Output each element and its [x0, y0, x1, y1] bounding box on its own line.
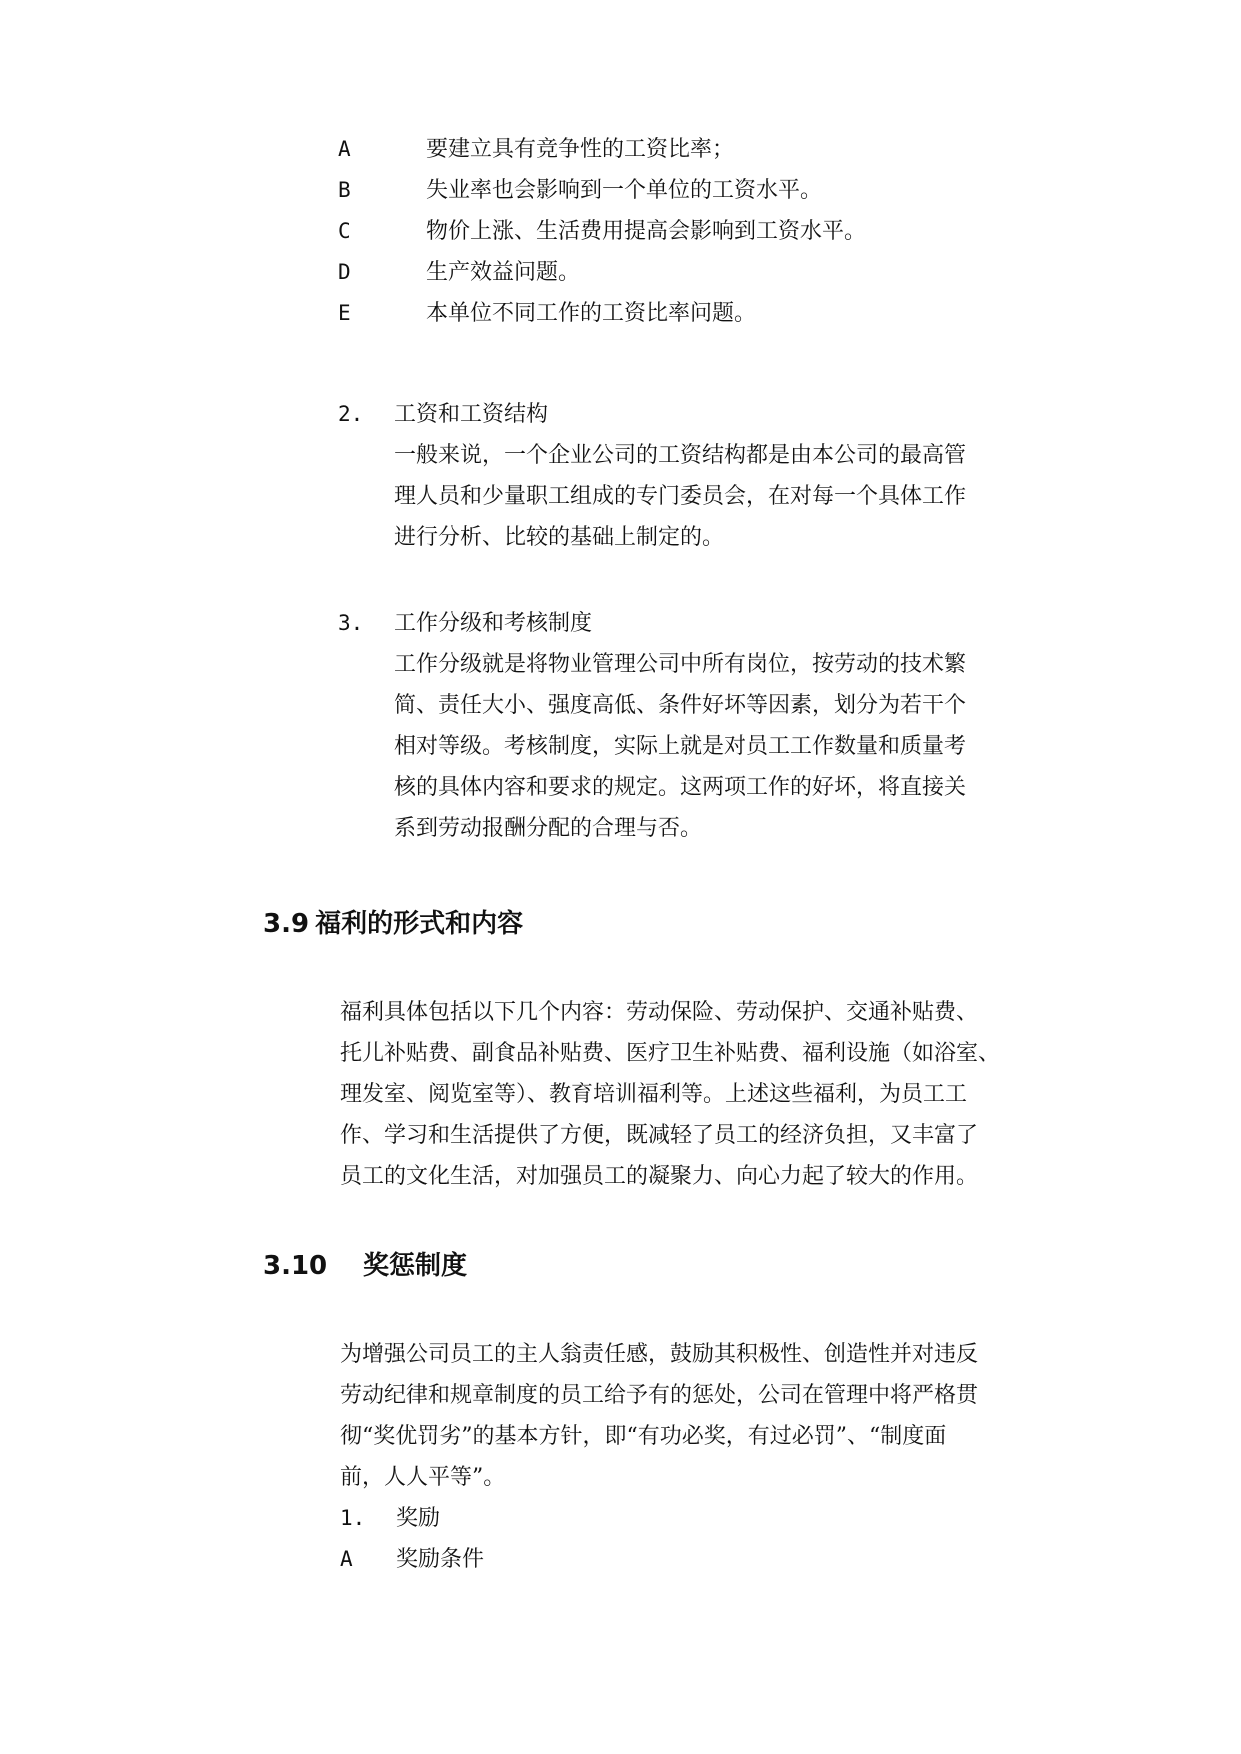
list-item-c — [338, 211, 866, 252]
paragraph-line: 彻“奖优罚劣”的基本方针，即“有功必奖，有过必罚”、“制度面 — [340, 1424, 947, 1449]
list-letter: A — [338, 137, 351, 161]
list-text: 本单位不同工作的工资比率问题。 — [426, 301, 757, 326]
item-3-body — [394, 644, 966, 849]
item-2-heading — [338, 394, 548, 435]
paragraph-line: 简、责任大小、强度高低、条件好坏等因素，划分为若干个 — [394, 693, 967, 718]
paragraph-line: 一般来说，一个企业公司的工资结构都是由本公司的最高管 — [394, 443, 967, 468]
paragraph-line: 作、学习和生活提供了方便，既减轻了员工的经济负担，又丰富了 — [340, 1123, 979, 1148]
item-number: 3. — [338, 611, 364, 635]
list-text: 要建立具有竞争性的工资比率； — [426, 137, 735, 162]
section-heading-3-9 — [263, 907, 523, 941]
section-number: 3.9 — [263, 909, 310, 939]
paragraph-line: 劳动纪律和规章制度的员工给予有的惩处，公司在管理中将严格贯 — [340, 1383, 979, 1408]
item-letter: A — [340, 1547, 353, 1571]
paragraph-line: 理人员和少量职工组成的专门委员会，在对每一个具体工作 — [394, 484, 967, 509]
item-2-body — [394, 435, 966, 558]
paragraph-line: 理发室、阅览室等）、教育培训福利等。上述这些福利，为员工工 — [340, 1082, 968, 1107]
list-text: 物价上涨、生活费用提高会影响到工资水平。 — [426, 219, 867, 244]
paragraph-line: 进行分析、比较的基础上制定的。 — [394, 525, 725, 550]
section-3-10-body — [340, 1334, 978, 1498]
paragraph-line: 核的具体内容和要求的规定。这两项工作的好坏，将直接关 — [394, 775, 967, 800]
list-letter: B — [338, 178, 351, 202]
section-title: 奖惩制度 — [363, 1251, 468, 1281]
item-number: 1. — [340, 1506, 366, 1530]
list-letter: C — [338, 219, 351, 243]
section-title: 福利的形式和内容 — [315, 909, 524, 939]
paragraph-line: 工作分级就是将物业管理公司中所有岗位，按劳动的技术繁 — [394, 652, 967, 677]
item-title: 工作分级和考核制度 — [394, 611, 593, 636]
item-title: 工资和工资结构 — [394, 402, 549, 427]
list-text: 失业率也会影响到一个单位的工资水平。 — [426, 178, 823, 203]
list-item-a — [338, 129, 734, 170]
paragraph-line: 系到劳动报酬分配的合理与否。 — [394, 816, 703, 841]
list-item-e — [338, 293, 756, 334]
list-item-b — [338, 170, 822, 211]
sub-item-a — [340, 1539, 484, 1580]
list-text: 生产效益问题。 — [426, 260, 581, 285]
item-title: 奖励条件 — [396, 1547, 485, 1572]
paragraph-line: 托儿补贴费、副食品补贴费、医疗卫生补贴费、福利设施（如浴室、 — [340, 1041, 1001, 1066]
paragraph-line: 前，人人平等”。 — [340, 1465, 506, 1490]
section-3-9-body — [340, 992, 1000, 1197]
item-number: 2. — [338, 402, 364, 426]
list-letter: E — [338, 301, 351, 325]
item-title: 奖励 — [396, 1506, 441, 1531]
sub-item-1 — [340, 1498, 440, 1539]
paragraph-line: 员工的文化生活，对加强员工的凝聚力、向心力起了较大的作用。 — [340, 1164, 979, 1189]
paragraph-line: 相对等级。考核制度，实际上就是对员工工作数量和质量考 — [394, 734, 967, 759]
list-item-d — [338, 252, 580, 293]
list-letter: D — [338, 260, 351, 284]
paragraph-line: 为增强公司员工的主人翁责任感，鼓励其积极性、创造性并对违反 — [340, 1342, 979, 1367]
item-3-heading — [338, 603, 592, 644]
paragraph-line: 福利具体包括以下几个内容：劳动保险、劳动保护、交通补贴费、 — [340, 1000, 979, 1025]
section-number: 3.10 — [263, 1251, 328, 1281]
section-heading-3-10 — [263, 1249, 467, 1283]
